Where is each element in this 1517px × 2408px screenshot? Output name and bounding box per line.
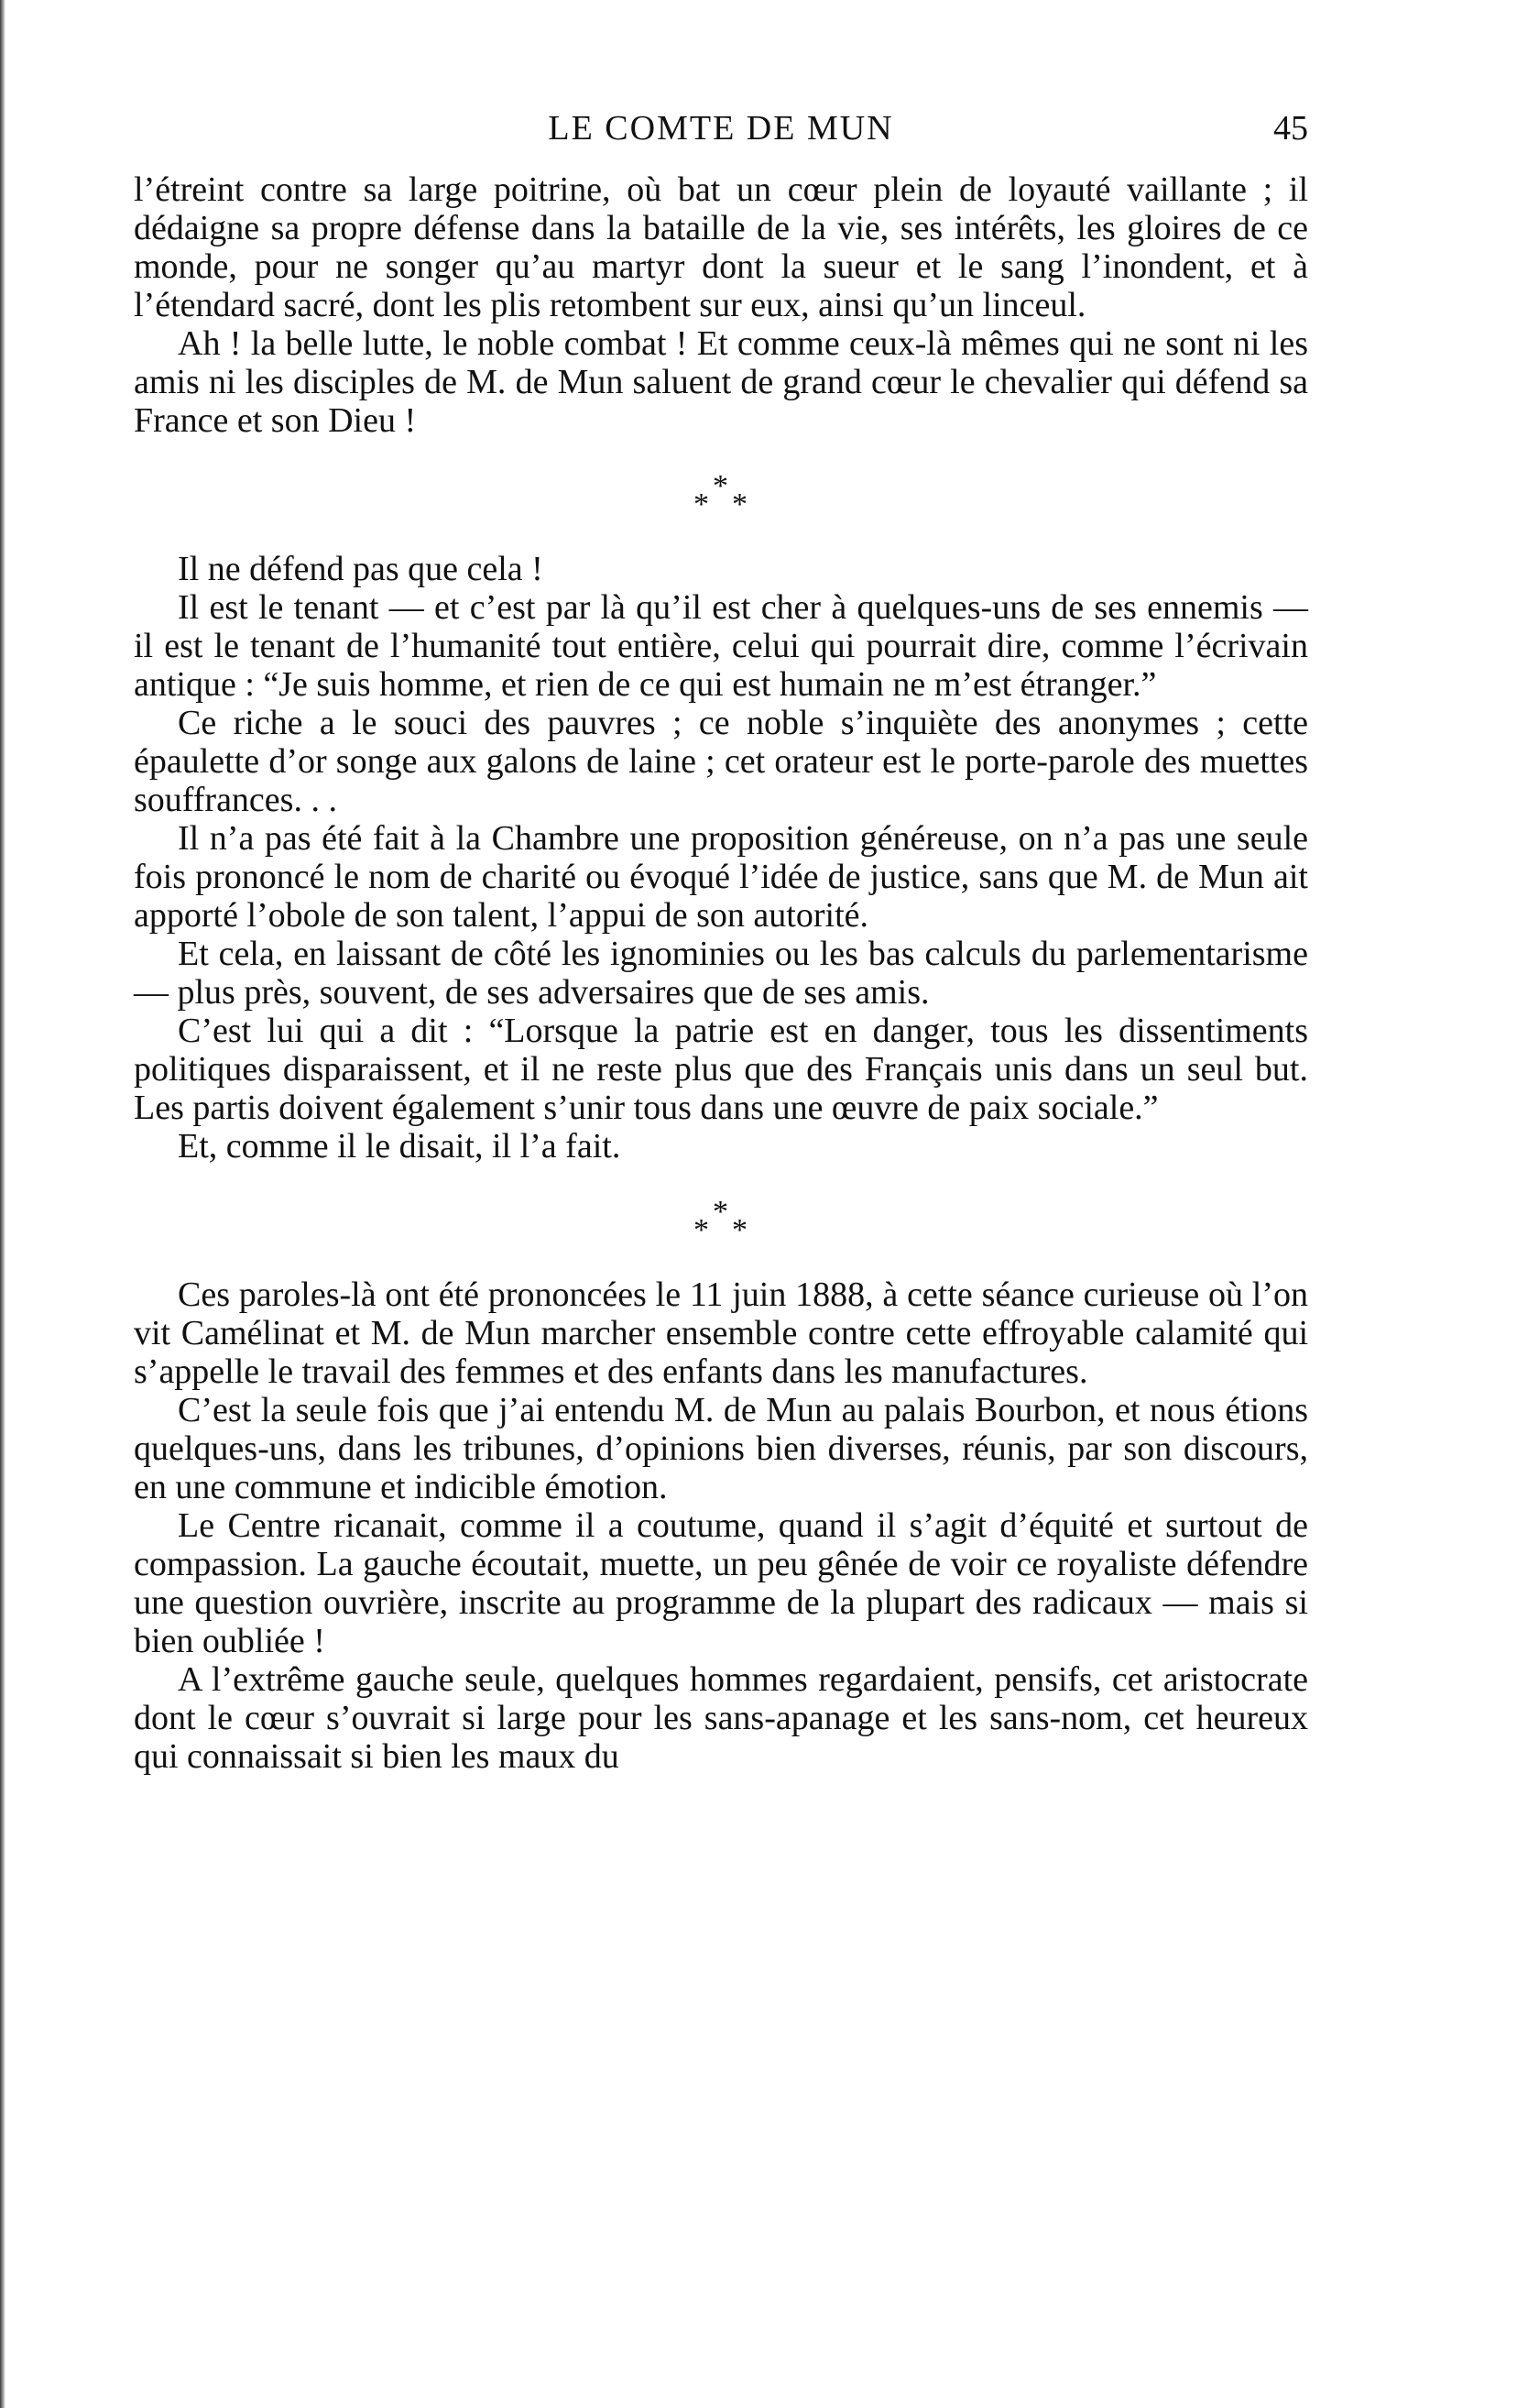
page-edge-shadow (0, 0, 5, 2408)
asterisk-icon: * (693, 487, 709, 521)
asterisk-icon: * (732, 1213, 748, 1247)
asterism-divider (134, 440, 1308, 550)
paragraph: Il ne défend pas que cela ! (178, 550, 543, 588)
asterisk-icon: * (713, 1195, 728, 1229)
book-page (134, 108, 1308, 1776)
asterism-divider (134, 1166, 1308, 1275)
asterisk-icon: * (693, 1213, 709, 1247)
paragraph: Et, comme il le disait, il l’a fait. (178, 1127, 621, 1166)
paragraph: C’est la seule fois que j’ai entendu M. de Mun au palais Bourbon, et nous étions quelques-uns, dans les tribunes, d’opinions bien diverses, réunis, par son discours, en une commune et indicible émotion. (134, 1391, 1308, 1506)
paragraph: Il est le tenant — et c’est par là qu’il est cher à quelques-uns de ses ennemis — il est le tenant de l’humanité tout entière, celui qui pourrait dire, comme l’écrivain antique : “Je suis homme, et rien de ce qui est humain ne m’est étranger.” (134, 588, 1308, 704)
paragraph: Il n’a pas été fait à la Chambre une proposition généreuse, on n’a pas une seule fois prononcé le nom de charité ou évoqué l’idée de justice, sans que M. de Mun ait apporté l’obole de son talent, l’appui de son autorité. (134, 819, 1308, 935)
asterisk-icon: * (713, 469, 728, 503)
paragraph: Le Centre ricanait, comme il a coutume, quand il s’agit d’équité et surtout de compassion. La gauche écoutait, muette, un peu gênée de voir ce royaliste défendre une question ouvrière, inscrite au programme de la plupart des radicaux — mais si bien oubliée ! (134, 1506, 1308, 1660)
body-text (134, 170, 1308, 1776)
paragraph: Ces paroles-là ont été prononcées le 11 juin 1888, à cette séance curieuse où l’on vit Camélinat et M. de Mun marcher ensemble contre cette effroyable calamité qui s’appelle le travail des femmes et des enfants dans les manufactures. (134, 1275, 1308, 1391)
paragraph: Ah ! la belle lutte, le noble combat ! Et comme ceux-là mêmes qui ne sont ni les amis ni les disciples de M. de Mun saluent de grand cœur le chevalier qui défend sa France et son Dieu ! (134, 324, 1308, 440)
page-number: 45 (1273, 109, 1308, 148)
running-head (134, 108, 1308, 159)
asterisk-icon: * (732, 487, 748, 521)
paragraph: Ce riche a le souci des pauvres ; ce noble s’inquiète des anonymes ; cette épaulette d’or songe aux galons de laine ; cet orateur est le porte-parole des muettes souffrances. . . (134, 704, 1308, 819)
paragraph: C’est lui qui a dit : “Lorsque la patrie est en danger, tous les dissentiments politiques disparaissent, et il ne reste plus que des Français unis dans un seul but. Les partis doivent également s’unir tous dans une œuvre de paix sociale.” (134, 1012, 1308, 1127)
running-title: LE COMTE DE MUN (548, 109, 894, 148)
paragraph: Et cela, en laissant de côté les ignominies ou les bas calculs du parlementarisme — plus près, souvent, de ses adversaires que de ses amis. (134, 935, 1308, 1012)
paragraph: l’étreint contre sa large poitrine, où bat un cœur plein de loyauté vaillante ; il dédaigne sa propre défense dans la bataille de la vie, ses intérêts, les gloires de ce monde, pour ne songer qu’au martyr dont la sueur et le sang l’inondent, et à l’étendard sacré, dont les plis retombent sur eux, ainsi qu’un linceul. (134, 170, 1308, 324)
paragraph: A l’extrême gauche seule, quelques hommes regardaient, pensifs, cet aristocrate dont le cœur s’ouvrait si large pour les sans-apanage et les sans-nom, cet heureux qui connaissait si bien les maux du (134, 1660, 1308, 1776)
